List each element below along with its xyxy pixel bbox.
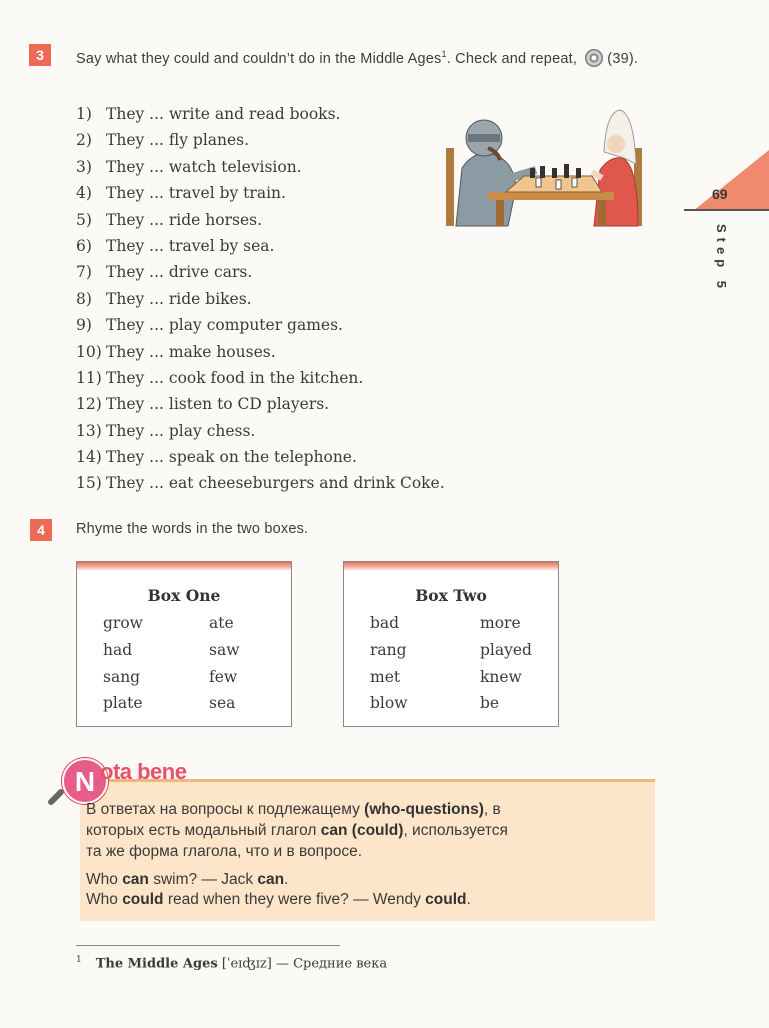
list-item: 12) They ... listen to CD players. xyxy=(76,395,330,414)
exercise-3-list xyxy=(76,101,445,497)
box-two-word: met xyxy=(370,668,401,686)
magnifier-handle-icon xyxy=(47,788,65,806)
box-two-header-strip xyxy=(344,562,558,571)
nota-bene-magnifier-icon: N xyxy=(62,758,108,804)
page-number: 69 xyxy=(712,186,728,202)
list-item: 1) They ... write and read books. xyxy=(76,105,341,123)
list-item: 11) They ... cook food in the kitchen. xyxy=(76,368,364,387)
nota-bene-example-1: Who can swim? — Jack can. xyxy=(86,871,289,888)
nota-bene-example-2: Who could read when they were five? — Wendy could. xyxy=(86,891,471,908)
footnote-rule xyxy=(76,945,340,946)
box-two-word: bad xyxy=(370,614,400,632)
step-label: Step 5 xyxy=(714,224,729,294)
box-two-word: blow xyxy=(370,694,408,712)
box-one-word: saw xyxy=(209,641,240,659)
box-one-word: grow xyxy=(103,614,143,632)
box-two-word: knew xyxy=(480,668,522,686)
box-two-word: rang xyxy=(370,641,407,659)
box-two xyxy=(343,561,559,727)
exercise-3-instruction: Say what they could and couldn’t do in the Middle Ages$^1$. Check and repeat, (39). xyxy=(76,49,639,67)
box-two-word: played xyxy=(480,641,532,659)
list-item: 13) They ... play chess. xyxy=(76,421,256,440)
box-one-word: sang xyxy=(103,668,141,686)
box-two-word: be xyxy=(480,694,500,712)
box-one-word: ate xyxy=(209,614,234,632)
nota-bene-title: ota bene xyxy=(100,759,187,784)
list-item: 14) They ... speak on the telephone. xyxy=(76,448,357,467)
exercise-4-badge: 4 xyxy=(30,519,52,541)
footnote: $^1$ The Middle Ages [ˈeɪʤɪz] — Средние века xyxy=(76,955,388,972)
box-two-title: Box Two xyxy=(415,586,487,605)
list-item: 7) They ... drive cars. xyxy=(76,263,253,282)
nota-bene-rule-text: В ответах на вопросы к подлежащему (who-questions), в которых есть модальный глагол can (could), используется та же форма глагола, что и в вопросе. xyxy=(86,801,508,860)
audio-cd-icon[interactable] xyxy=(585,49,603,67)
list-item: 15) They ... eat cheeseburgers and drink Coke. xyxy=(76,474,445,493)
list-item: 10) They ... make houses. xyxy=(76,342,276,361)
list-item: 3) They ... watch television. xyxy=(76,157,302,176)
box-one-title: Box One xyxy=(147,586,221,605)
list-item: 6) They ... travel by sea. xyxy=(76,236,275,255)
list-item: 5) They ... ride horses. xyxy=(76,210,263,229)
list-item: 4) They ... travel by train. xyxy=(76,184,286,203)
exercise-3-badge: 3 xyxy=(29,44,51,66)
list-item: 8) They ... ride bikes. xyxy=(76,289,252,308)
chess-illustration xyxy=(444,108,652,228)
box-one-word: few xyxy=(209,668,238,686)
page-tab-rule xyxy=(684,209,769,211)
box-two-word: more xyxy=(480,614,521,632)
list-item: 2) They ... fly planes. xyxy=(76,131,250,150)
box-one-header-strip xyxy=(77,562,291,571)
box-one-word: plate xyxy=(103,694,143,712)
box-one xyxy=(76,561,292,727)
box-one-word: sea xyxy=(209,694,236,712)
exercise-4-instruction: Rhyme the words in the two boxes. xyxy=(76,521,309,537)
list-item: 9) They ... play computer games. xyxy=(76,316,343,335)
box-one-word: had xyxy=(103,641,133,659)
